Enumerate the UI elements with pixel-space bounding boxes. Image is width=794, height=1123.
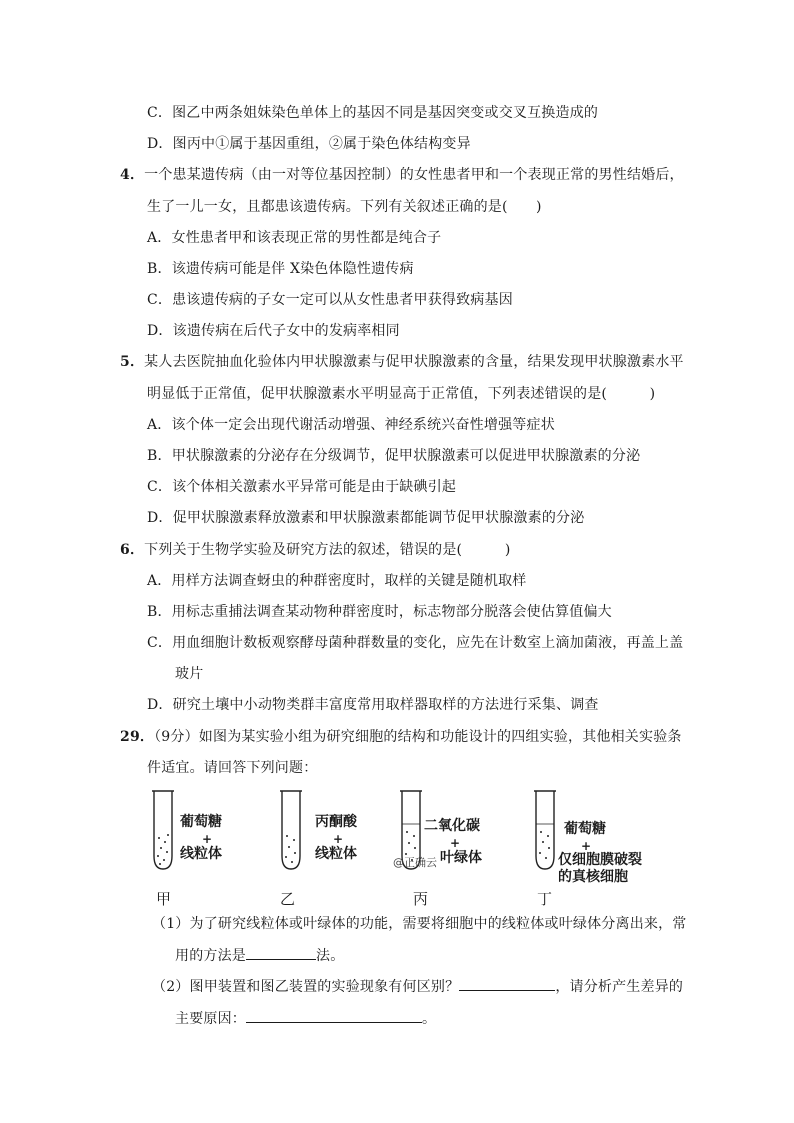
watermark: @正确云 (393, 856, 437, 869)
q5-number: 5． (120, 354, 145, 370)
tube-jia-top-label: 葡萄糖 (180, 814, 222, 830)
tube-yi-plus: + (333, 832, 344, 846)
panel-label-jia: 甲 (156, 890, 172, 908)
answer-blank-1[interactable] (246, 945, 316, 960)
q4-stem-line1: 4．一个患某遗传病（由一对等位基因控制）的女性患者甲和一个表现正常的男性结婚后， (120, 167, 684, 183)
q6-option-a: A．用样方法调查蚜虫的种群密度时，取样的关键是随机取样 (147, 573, 527, 589)
panel-label-bing: 丙 (413, 890, 429, 908)
q4-option-b: B．该遗传病可能是伴 X染色体隐性遗传病 (147, 261, 414, 277)
tube-ding-plus: + (581, 839, 592, 853)
q29-sub2-line2: 主要原因： 。 (175, 1008, 436, 1029)
prev-option-d: D．图丙中①属于基因重组，②属于染色体结构变异 (147, 136, 471, 152)
q4-number: 4． (120, 167, 145, 183)
q6-number: 6． (120, 542, 145, 558)
test-tube-ding-icon (532, 790, 558, 872)
q29-stem-line2: 件适宜。请回答下列问题： (147, 760, 318, 776)
test-tube-yi-icon (278, 790, 304, 872)
experiment-figure (140, 788, 700, 918)
q6-stem: 6．下列关于生物学实验及研究方法的叙述，错误的是( ) (120, 542, 511, 558)
tube-jia-plus: + (202, 832, 213, 846)
q5-option-b: B．甲状腺激素的分泌存在分级调节，促甲状腺激素可以促进甲状腺激素的分泌 (147, 448, 641, 464)
tube-bing-top-label: 二氧化碳 (424, 818, 480, 834)
q4-option-d: D．该遗传病在后代子女中的发病率相同 (147, 323, 400, 339)
test-tube-jia-icon (150, 790, 176, 872)
tube-yi-bottom-label: 线粒体 (315, 846, 357, 862)
tube-ding-bottom-label: 仅细胞膜破裂 的真核细胞 (558, 852, 642, 885)
q6-option-c-line1: C．用血细胞计数板观察酵母菌种群数量的变化，应先在计数室上滴加菌液，再盖上盖 (147, 635, 684, 651)
q5-option-a: A．该个体一定会出现代谢活动增强、神经系统兴奋性增强等症状 (147, 417, 555, 433)
tube-jia-bottom-label: 线粒体 (180, 846, 222, 862)
q5-option-c: C．该个体相关激素水平异常可能是由于缺碘引起 (147, 479, 457, 495)
q4-option-a: A．女性患者甲和该表现正常的男性都是纯合子 (147, 230, 442, 246)
tube-ding-top-label: 葡萄糖 (564, 821, 606, 837)
q5-stem-line1: 5．某人去医院抽血化验体内甲状腺激素与促甲状腺激素的含量，结果发现甲状腺激素水平 (120, 354, 684, 370)
tube-bing-plus: + (450, 836, 461, 850)
tube-bing-bottom-label: 叶绿体 (440, 850, 482, 866)
q4-option-c: C．患该遗传病的子女一定可以从女性患者甲获得致病基因 (147, 292, 513, 308)
q5-option-d: D．促甲状腺激素释放激素和甲状腺激素都能调节促甲状腺激素的分泌 (147, 510, 585, 526)
q5-stem-line2: 明显低于正常值，促甲状腺激素水平明显高于正常值，下列表述错误的是( ) (147, 386, 656, 402)
q6-option-c-line2: 玻片 (175, 666, 204, 682)
answer-blank-2[interactable] (459, 976, 555, 991)
panel-label-yi: 乙 (280, 890, 296, 908)
panel-label-ding: 丁 (537, 890, 553, 908)
q29-sub1-line1: （1）为了研究线粒体或叶绿体的功能，需要将细胞中的线粒体或叶绿体分离出来，常 (152, 916, 687, 932)
tube-yi-top-label: 丙酮酸 (315, 814, 357, 830)
q29-number: 29． (120, 729, 155, 745)
q4-stem-line2: 生了一儿一女，且都患该遗传病。下列有关叙述正确的是( ) (147, 199, 542, 215)
q29-stem-line1: 29．（9分）如图为某实验小组为研究细胞的结构和功能设计的四组实验，其他相关实验条 (120, 729, 682, 745)
q29-sub2-line1: （2）图甲装置和图乙装置的实验现象有何区别？ ，请分析产生差异的 (152, 976, 683, 997)
q6-option-b: B．用标志重捕法调查某动物种群密度时，标志物部分脱落会使估算值偏大 (147, 604, 612, 620)
prev-option-c: C．图乙中两条姐妹染色单体上的基因不同是基因突变或交叉互换造成的 (147, 105, 599, 121)
answer-blank-3[interactable] (246, 1008, 422, 1023)
q6-option-d: D．研究土壤中小动物类群丰富度常用取样器取样的方法进行采集、调查 (147, 697, 599, 713)
q29-sub1-line2: 用的方法是 法。 (175, 945, 344, 966)
